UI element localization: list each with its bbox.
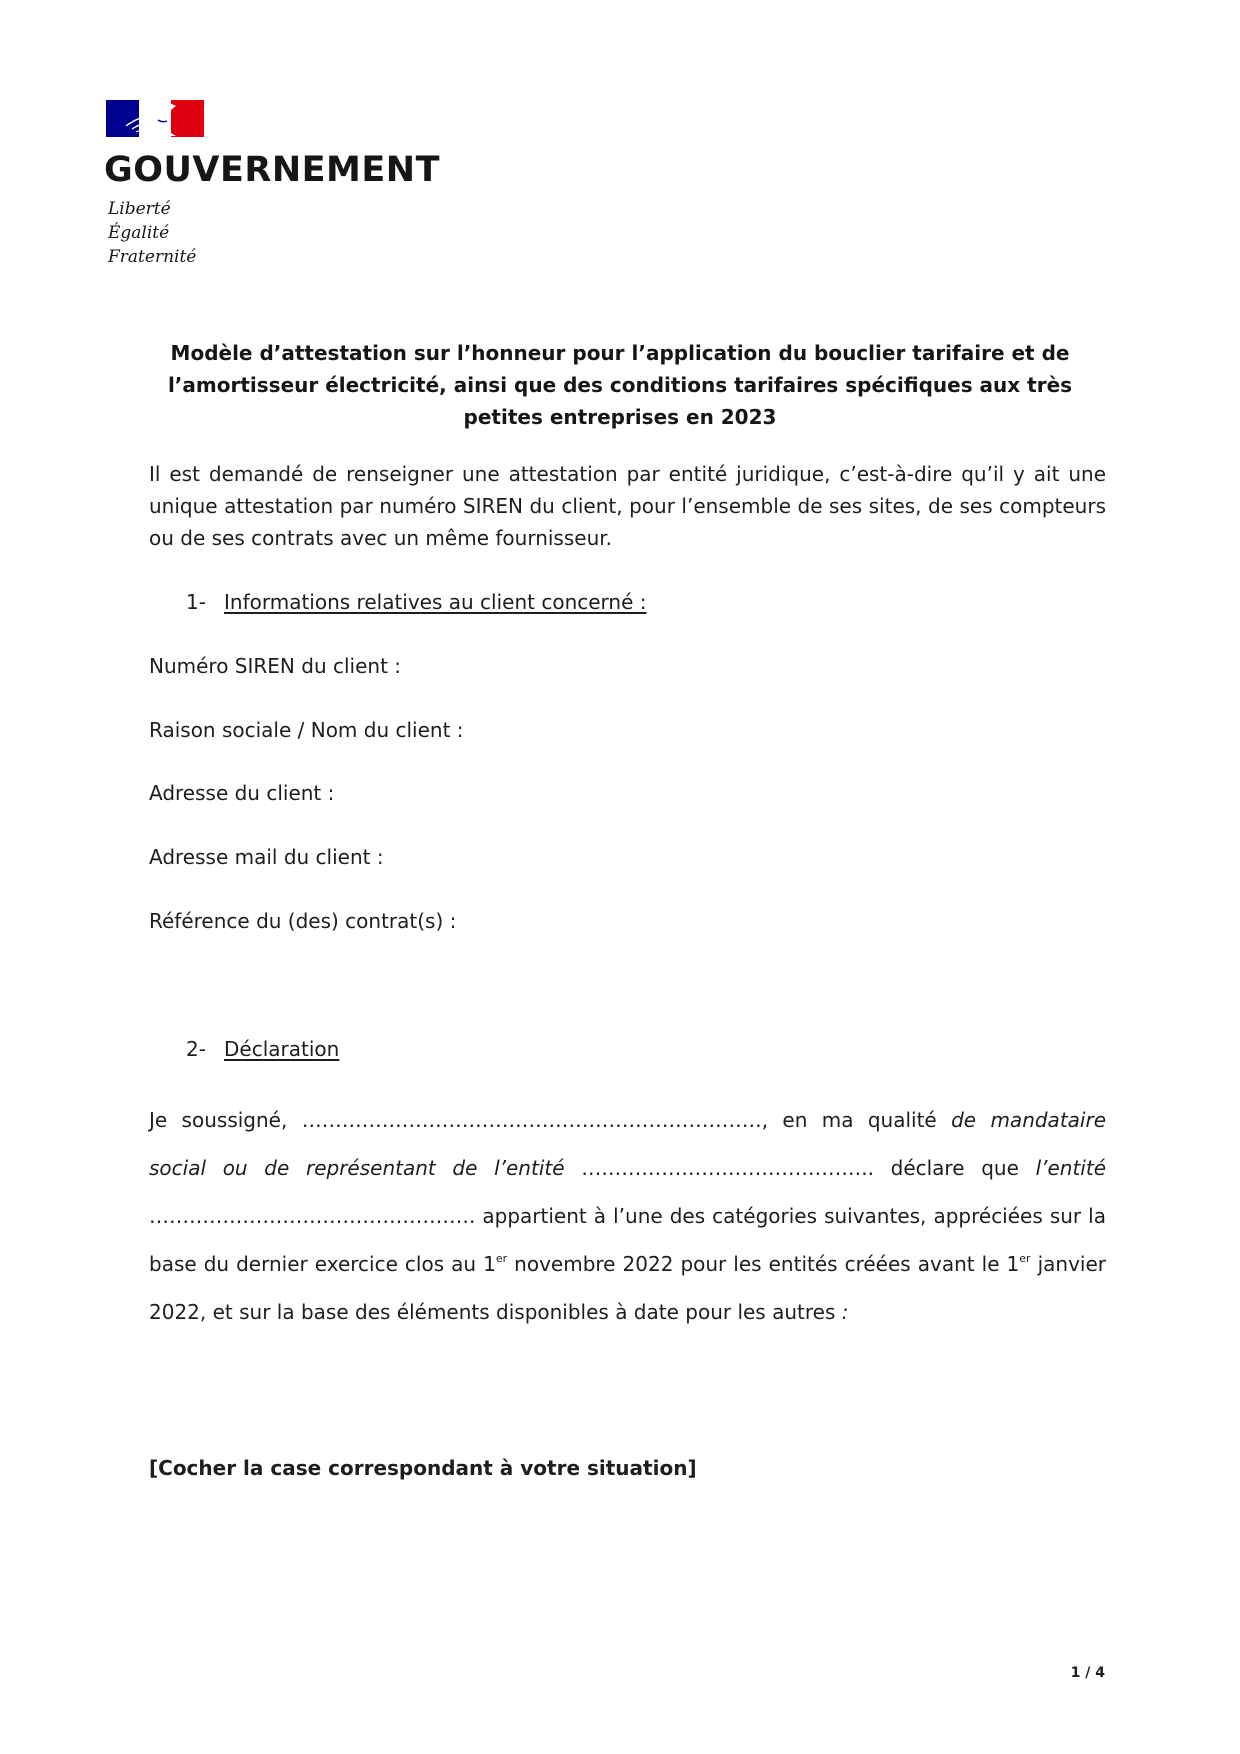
brand-title: GOUVERNEMENT: [104, 150, 440, 190]
decl-italic-role: de mandataire social ou de représentant de l’entité: [149, 1108, 1106, 1180]
decl-text-6: . appartient à l’une des catégories suivantes, appréciées sur la base du dernier exercice clos au 1: [149, 1204, 1106, 1276]
decl-text-8: janvier 2022, et sur la base des éléments disponibles à date pour les autres: [149, 1252, 1107, 1324]
declaration-paragraph: [149, 1096, 1106, 1336]
decl-blank-name: ……………………………………………………………: [301, 1108, 762, 1132]
motto: [108, 197, 196, 269]
decl-text-3: [565, 1156, 582, 1180]
decl-text-4: .. déclare que: [861, 1156, 1036, 1180]
decl-text-1: Je soussigné,: [149, 1108, 302, 1132]
decl-text-7: novembre 2022 pour les entités créées avant le 1: [507, 1252, 1020, 1276]
marianne-flag-icon: [106, 100, 204, 137]
section-2-label: Déclaration: [224, 1037, 340, 1061]
decl-blank-entity-2: …………………………………………: [149, 1204, 469, 1228]
field-adresse-mail: Adresse mail du client :: [149, 845, 384, 869]
field-raison-sociale: Raison sociale / Nom du client :: [149, 718, 464, 742]
section-1-heading: [186, 588, 647, 616]
field-siren: Numéro SIREN du client :: [149, 654, 402, 678]
motto-liberte: Liberté: [108, 199, 171, 219]
decl-sup-1: er: [495, 1252, 508, 1265]
decl-blank-entity: ……………………………………: [581, 1156, 862, 1180]
decl-text-2: , en ma qualité: [761, 1108, 952, 1132]
intro-paragraph: Il est demandé de renseigner une attestation par entité juridique, c’est-à-dire qu’il y ait une unique attestation par numéro SIREN du client, pour l’ensemble de ses sites, de ses compteurs ou de ses contrats avec un même fournisseur.: [149, 462, 1106, 550]
checkbox-instruction: [Cocher la case correspondant à votre situation]: [149, 1456, 697, 1480]
document-title: Modèle d’attestation sur l’honneur pour l’application du bouclier tarifaire et de l’amortisseur électricité, ainsi que des conditions tarifaires spécifiques aux très petites entreprises en 2023: [167, 341, 1073, 429]
section-2-number: 2-: [186, 1037, 206, 1061]
field-reference-contrat: Référence du (des) contrat(s) :: [149, 909, 457, 933]
decl-sup-2: er: [1019, 1252, 1031, 1265]
field-adresse: Adresse du client :: [149, 781, 335, 805]
section-1-label: Informations relatives au client concerné :: [224, 590, 647, 614]
decl-italic-colon: :: [835, 1300, 849, 1324]
decl-italic-entity: l’entité: [1035, 1156, 1107, 1180]
motto-egalite: Égalité: [108, 223, 170, 243]
motto-fraternite: Fraternité: [108, 247, 197, 267]
page-number: 1 / 4: [1070, 1665, 1105, 1681]
section-1-number: 1-: [186, 590, 206, 614]
section-2-heading: [186, 1035, 339, 1063]
